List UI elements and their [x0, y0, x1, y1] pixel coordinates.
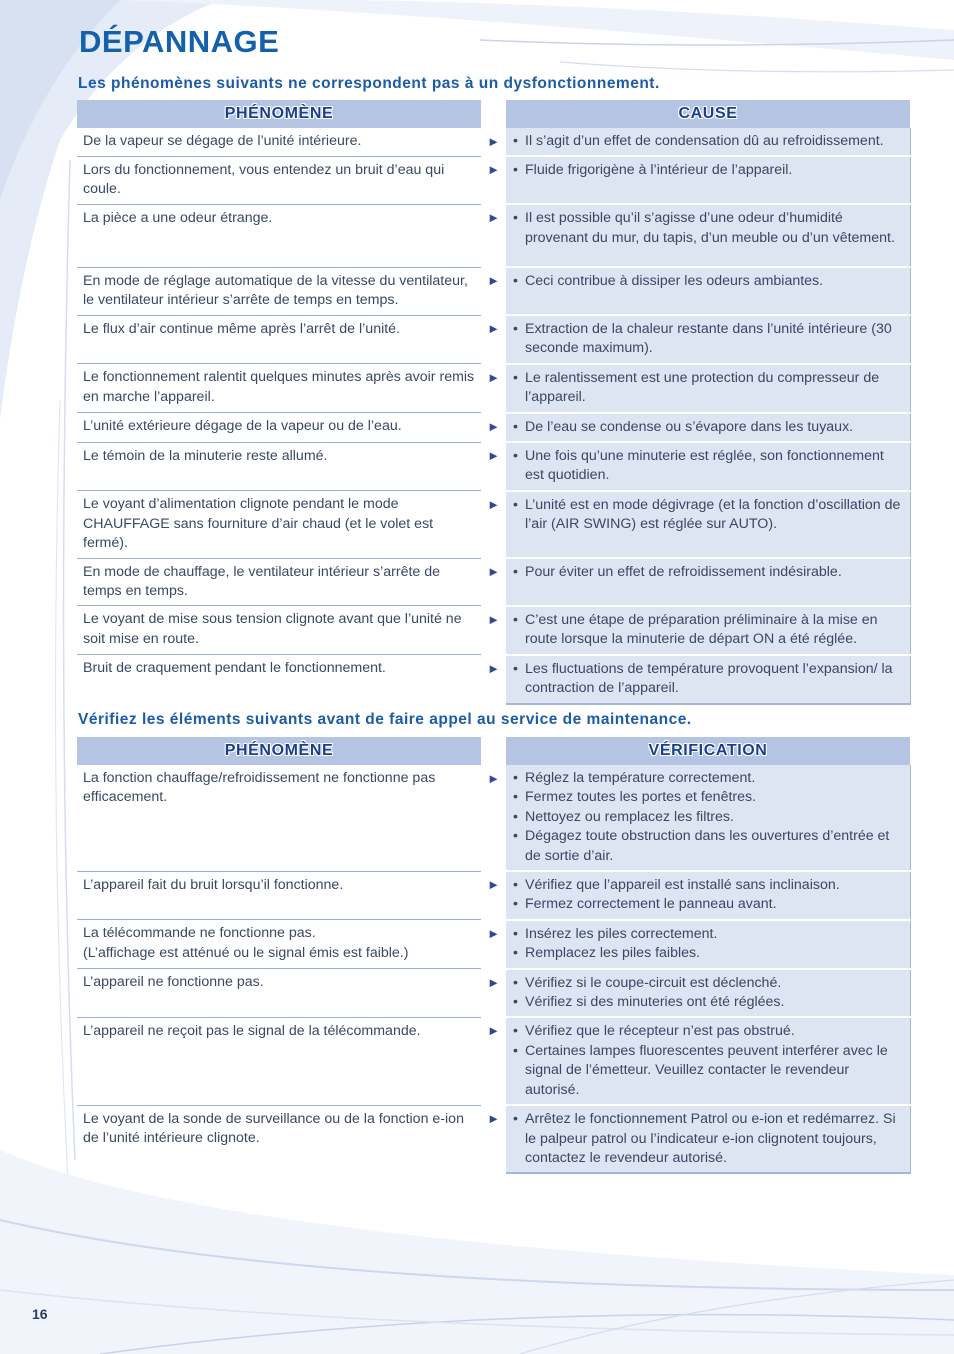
cause-item: • Il s’agit d’un effet de condensation dû au refroidissement.: [510, 132, 904, 151]
page-number: 16: [32, 1306, 48, 1322]
table-row: [77, 1017, 910, 1105]
check-item: • Vérifiez que le récepteur n’est pas obstrué.: [510, 1022, 904, 1041]
check-item: • Certaines lampes fluorescentes peuvent interférer avec le signal de l’émetteur. Veuillez contacter le revendeur autorisé.: [510, 1042, 904, 1100]
phenomenon-cell: L’appareil ne reçoit pas le signal de la télécommande.: [77, 1017, 481, 1105]
arrow-icon: ►: [487, 925, 500, 941]
table-row: [77, 491, 910, 558]
column-header-phenomenon: PHÉNOMÈNE: [77, 737, 481, 765]
cause-item: • L’unité est en mode dégivrage (et la fonction d’oscillation de l’air (AIR SWING) est réglée sur AUTO).: [510, 496, 904, 535]
verification-cell: [506, 969, 910, 1018]
table-row: [77, 969, 910, 1018]
arrow-icon: ►: [487, 611, 500, 627]
phenomenon-cell: De la vapeur se dégage de l’unité intérieure.: [77, 128, 481, 156]
cause-item: • C’est une étape de préparation préliminaire à la mise en route lorsque la minuterie de départ ON a été réglée.: [510, 611, 904, 650]
cause-item: • Pour éviter un effet de refroidissement indésirable.: [510, 563, 904, 582]
table-row: [77, 606, 910, 655]
table-row: [77, 871, 910, 920]
cause-item: • Extraction de la chaleur restante dans l’unité intérieure (30 seconde maximum).: [510, 320, 904, 359]
cause-cell: [506, 128, 910, 156]
phenomenon-cell: La pièce a une odeur étrange.: [77, 204, 481, 267]
arrow-icon: ►: [487, 448, 500, 464]
check-item: • Remplacez les piles faibles.: [510, 944, 904, 963]
cause-item: • Une fois qu’une minuterie est réglée, son fonctionnement est quotidien.: [510, 447, 904, 486]
cause-cell: [506, 558, 910, 606]
section1-table: [77, 100, 911, 705]
check-item: • Arrêtez le fonctionnement Patrol ou e-ion et redémarrez. Si le palpeur patrol ou l’indicateur e-ion clignotent toujours, contactez le revendeur autorisé.: [510, 1110, 904, 1168]
verification-cell: [506, 871, 910, 920]
table-row: [77, 156, 910, 204]
cause-cell: [506, 267, 910, 315]
column-header-cause: CAUSE: [506, 100, 910, 128]
phenomenon-cell: L’appareil fait du bruit lorsqu’il fonctionne.: [77, 871, 481, 920]
cause-cell: [506, 315, 910, 364]
arrow-icon: ►: [487, 974, 500, 990]
phenomenon-cell: [77, 920, 481, 969]
cause-cell: [506, 156, 910, 204]
arrow-icon: ►: [487, 369, 500, 385]
verification-cell: [506, 1017, 910, 1105]
cause-cell: [506, 204, 910, 267]
phenomenon-cell: La fonction chauffage/refroidissement ne fonctionne pas efficacement.: [77, 765, 481, 871]
phenomenon-cell: Le voyant de la sonde de surveillance ou de la fonction e-ion de l’unité intérieure clignote.: [77, 1105, 481, 1173]
check-item: • Dégagez toute obstruction dans les ouvertures d’entrée et de sortie d’air.: [510, 827, 904, 866]
cause-item: • Il est possible qu’il s’agisse d’une odeur d’humidité provenant du mur, du tapis, d’un meuble ou d’un vêtement.: [510, 209, 904, 248]
phenomenon-cell: En mode de chauffage, le ventilateur intérieur s’arrête de temps en temps.: [77, 558, 481, 606]
cause-item: • Ceci contribue à dissiper les odeurs ambiantes.: [510, 272, 904, 291]
arrow-icon: ►: [487, 877, 500, 893]
table-row: [77, 413, 910, 442]
cause-item: • Fluide frigorigène à l’intérieur de l’appareil.: [510, 161, 904, 180]
phenomenon-cell: Le fonctionnement ralentit quelques minutes après avoir remis en marche l’appareil.: [77, 364, 481, 413]
phenomenon-cell: L’appareil ne fonctionne pas.: [77, 969, 481, 1018]
phenomenon-cell: Le voyant de mise sous tension clignote avant que l’unité ne soit mise en route.: [77, 606, 481, 655]
cause-item: • Les fluctuations de température provoquent l’expansion/ la contraction de l’appareil.: [510, 660, 904, 699]
arrow-icon: ►: [487, 496, 500, 512]
phenomenon-cell: Le voyant d’alimentation clignote pendant le mode CHAUFFAGE sans fourniture d’air chaud (et le volet est fermé).: [77, 491, 481, 558]
cause-cell: [506, 491, 910, 558]
table-row: [77, 204, 910, 267]
check-item: • Réglez la température correctement.: [510, 769, 904, 788]
arrow-icon: ►: [487, 273, 500, 289]
verification-cell: [506, 920, 910, 969]
arrow-icon: ►: [487, 210, 500, 226]
table-row: [77, 920, 910, 969]
table-row: [77, 558, 910, 606]
table-row: [77, 128, 910, 156]
column-header-verification: VÉRIFICATION: [506, 737, 910, 765]
phenomenon-cell: Lors du fonctionnement, vous entendez un bruit d’eau qui coule.: [77, 156, 481, 204]
table-row: [77, 765, 910, 871]
cause-item: • De l’eau se condense ou s’évapore dans les tuyaux.: [510, 418, 904, 437]
section2-table: [77, 737, 911, 1174]
check-item: • Vérifiez si des minuteries ont été réglées.: [510, 993, 904, 1012]
phenomenon-cell: En mode de réglage automatique de la vitesse du ventilateur, le ventilateur intérieur s’arrête de temps en temps.: [77, 267, 481, 315]
cause-item: • Le ralentissement est une protection du compresseur de l’appareil.: [510, 369, 904, 408]
check-item: • Fermez correctement le panneau avant.: [510, 895, 904, 914]
check-item: • Fermez toutes les portes et fenêtres.: [510, 788, 904, 807]
check-item: • Vérifiez si le coupe-circuit est déclenché.: [510, 974, 904, 993]
phenomenon-line: (L’affichage est atténué ou le signal émis est faible.): [83, 944, 409, 961]
table-row: [77, 1105, 910, 1173]
table-row: [77, 315, 910, 364]
phenomenon-line: La télécommande ne fonctionne pas.: [83, 925, 316, 942]
cause-cell: [506, 655, 910, 704]
table-row: [77, 655, 910, 704]
arrow-icon: ►: [487, 660, 500, 676]
table-row: [77, 267, 910, 315]
table-row: [77, 442, 910, 491]
phenomenon-cell: Le flux d’air continue même après l’arrêt de l’unité.: [77, 315, 481, 364]
verification-cell: [506, 765, 910, 871]
phenomenon-cell: Le témoin de la minuterie reste allumé.: [77, 442, 481, 491]
page-title: DÉPANNAGE: [79, 24, 280, 59]
table-row: [77, 364, 910, 413]
section2-heading: Vérifiez les éléments suivants avant de faire appel au service de maintenance.: [78, 711, 692, 728]
arrow-icon: ►: [487, 162, 500, 178]
arrow-icon: ►: [487, 1111, 500, 1127]
check-item: • Nettoyez ou remplacez les filtres.: [510, 808, 904, 827]
arrow-icon: ►: [487, 418, 500, 434]
verification-cell: [506, 1105, 910, 1173]
check-item: • Vérifiez que l’appareil est installé sans inclinaison.: [510, 876, 904, 895]
arrow-icon: ►: [487, 564, 500, 580]
arrow-icon: ►: [487, 321, 500, 337]
phenomenon-cell: Bruit de craquement pendant le fonctionnement.: [77, 655, 481, 704]
column-header-phenomenon: PHÉNOMÈNE: [77, 100, 481, 128]
arrow-icon: ►: [487, 771, 500, 786]
cause-cell: [506, 413, 910, 442]
cause-cell: [506, 442, 910, 491]
section1-heading: Les phénomènes suivants ne correspondent pas à un dysfonctionnement.: [78, 75, 660, 92]
phenomenon-cell: L’unité extérieure dégage de la vapeur ou de l’eau.: [77, 413, 481, 442]
cause-cell: [506, 606, 910, 655]
check-item: • Insérez les piles correctement.: [510, 925, 904, 944]
arrow-icon: ►: [487, 1023, 500, 1039]
cause-cell: [506, 364, 910, 413]
arrow-icon: ►: [487, 134, 500, 149]
